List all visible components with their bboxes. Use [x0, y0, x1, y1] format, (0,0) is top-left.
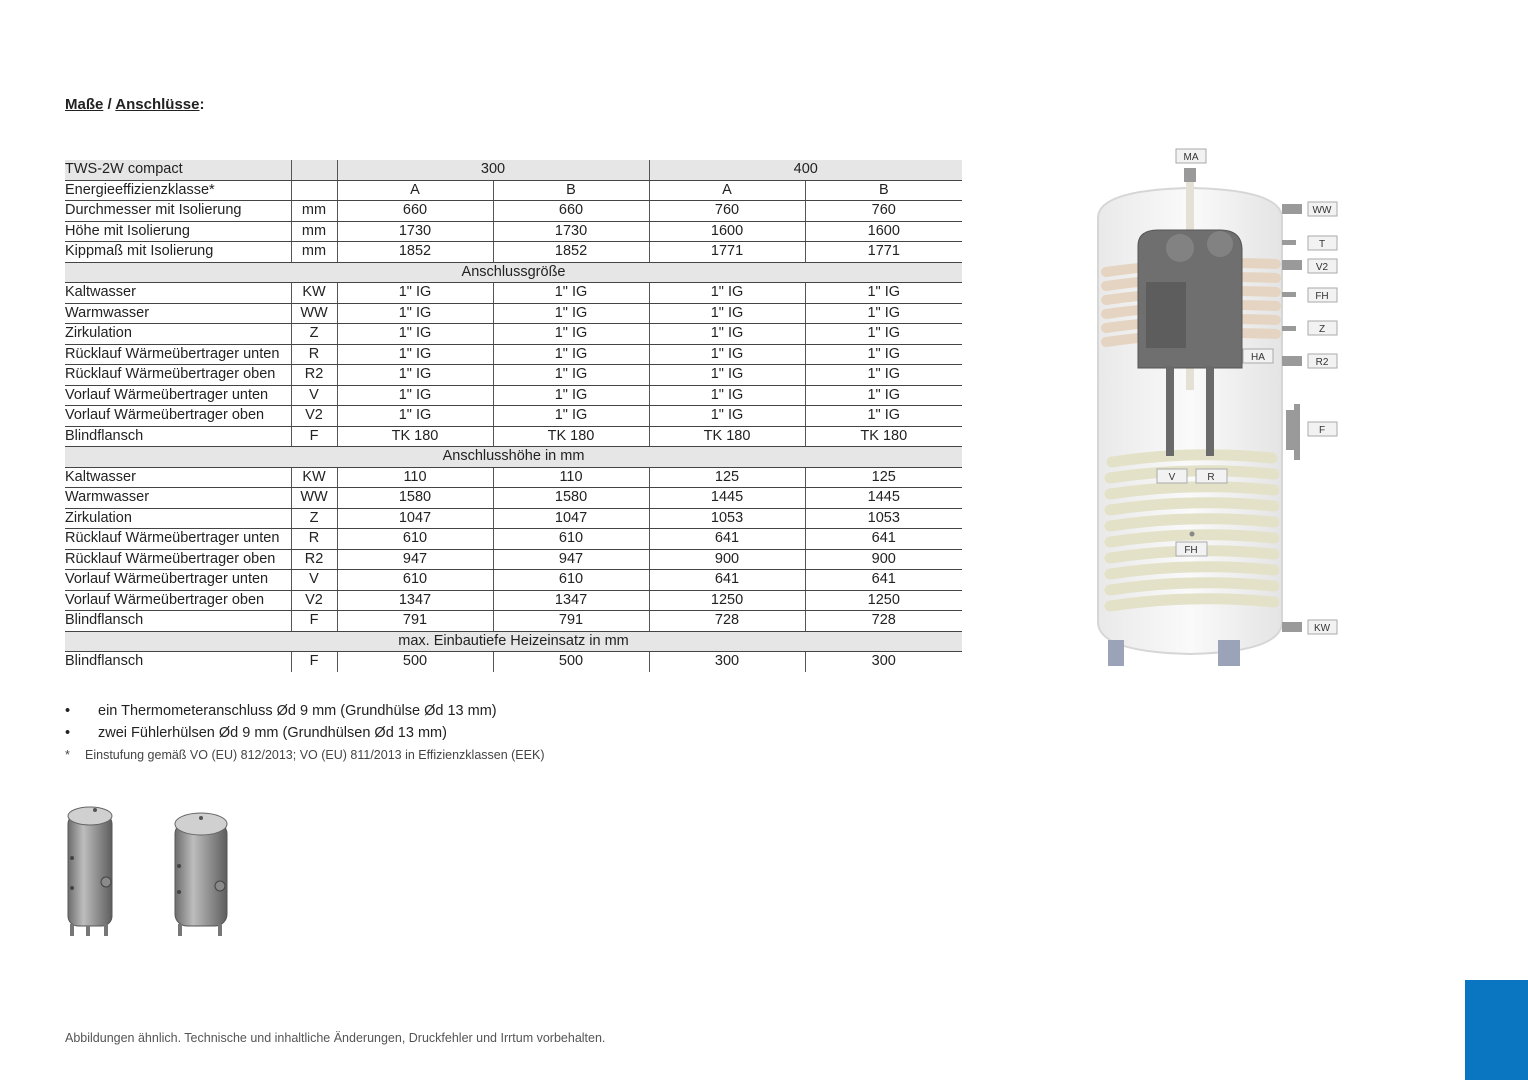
label-ha-text: HA [1251, 352, 1265, 363]
label-v-text: V [1168, 472, 1176, 483]
row-label: Blindflansch [65, 652, 291, 672]
label-t-text: T [1318, 239, 1326, 250]
row-label: Durchmesser mit Isolierung [65, 201, 291, 222]
bullet-icon: • [65, 703, 71, 719]
value-cell: 728 [649, 611, 805, 632]
heading-connections: Anschlüsse [115, 96, 200, 113]
value-cell: 791 [337, 611, 493, 632]
label-v [1157, 469, 1187, 483]
label-r2-text: R2 [1315, 357, 1329, 368]
value-cell: 760 [805, 201, 962, 222]
value-cell: 1250 [805, 590, 962, 611]
energy-class-cell: A [337, 180, 493, 201]
label-r [1196, 469, 1227, 483]
row-label: Höhe mit Isolierung [65, 221, 291, 242]
connection-size-row [65, 344, 962, 365]
section-title: Anschlusshöhe in mm [65, 447, 962, 468]
label-z-text: Z [1318, 324, 1326, 335]
connection-height-row [65, 611, 962, 632]
row-unit: KW [291, 467, 337, 488]
value-cell: 500 [493, 652, 649, 672]
footnote-mark: * [65, 748, 70, 762]
value-cell: 500 [337, 652, 493, 672]
value-cell: 1" IG [337, 283, 493, 304]
row-unit: F [291, 426, 337, 447]
connection-stubs [1282, 204, 1302, 632]
label-fh-right [1308, 288, 1337, 302]
row-unit: mm [291, 242, 337, 263]
connection-height-row [65, 488, 962, 509]
row-label: Vorlauf Wärmeübertrager unten [65, 570, 291, 591]
row-label: Zirkulation [65, 508, 291, 529]
value-cell: 1" IG [649, 283, 805, 304]
spec-table [65, 160, 962, 672]
value-cell: 641 [805, 570, 962, 591]
value-cell: 1852 [337, 242, 493, 263]
row-unit: Z [291, 508, 337, 529]
row-unit: R [291, 344, 337, 365]
label-ww [1308, 202, 1337, 216]
page-heading [65, 96, 205, 113]
connection-size-row [65, 283, 962, 304]
label-r-text: R [1207, 472, 1215, 483]
row-unit: R2 [291, 365, 337, 386]
section-connection-height [65, 447, 962, 468]
row-unit: Z [291, 324, 337, 345]
value-cell: 1580 [337, 488, 493, 509]
row-label: Vorlauf Wärmeübertrager oben [65, 406, 291, 427]
dimension-row [65, 221, 962, 242]
note-item [65, 722, 497, 744]
connection-size-row [65, 406, 962, 427]
label-f-text: F [1318, 425, 1326, 436]
sensor-point-icon [1190, 532, 1195, 537]
label-fh-right-text: FH [1315, 291, 1329, 302]
label-r2 [1308, 354, 1337, 368]
value-cell: 1" IG [337, 385, 493, 406]
unit-header [291, 160, 337, 180]
section-heater-depth [65, 631, 962, 652]
value-cell: 1" IG [337, 344, 493, 365]
row-unit: mm [291, 221, 337, 242]
row-label: Blindflansch [65, 426, 291, 447]
row-unit: F [291, 652, 337, 672]
value-cell: TK 180 [649, 426, 805, 447]
row-unit: R [291, 529, 337, 550]
connection-size-row [65, 324, 962, 345]
brand-accent-block [1465, 980, 1528, 1080]
row-unit: F [291, 611, 337, 632]
value-cell: 1" IG [649, 406, 805, 427]
connection-height-row [65, 590, 962, 611]
label-v2 [1308, 259, 1337, 273]
value-cell: 300 [649, 652, 805, 672]
value-cell: 110 [337, 467, 493, 488]
label-fh-center-text: FH [1184, 545, 1198, 556]
label-z [1308, 321, 1337, 335]
energy-class-label: Energieeffizienzklasse* [65, 180, 291, 201]
energy-class-cell: B [805, 180, 962, 201]
energy-class-unit [291, 180, 337, 201]
value-cell: 660 [493, 201, 649, 222]
value-cell: 1" IG [805, 406, 962, 427]
row-label: Rücklauf Wärmeübertrager oben [65, 365, 291, 386]
value-cell: 1" IG [805, 324, 962, 345]
value-cell: 1" IG [649, 385, 805, 406]
energy-class-row [65, 180, 962, 201]
value-cell: 1" IG [805, 365, 962, 386]
value-cell: 1445 [649, 488, 805, 509]
note-text: ein Thermometeranschluss Ød 9 mm (Grundhülse Ød 13 mm) [98, 703, 497, 719]
value-cell: 1600 [649, 221, 805, 242]
value-cell: 791 [493, 611, 649, 632]
tank-connection-diagram [1080, 140, 1450, 680]
row-label: Kaltwasser [65, 467, 291, 488]
model-label: TWS-2W compact [65, 160, 291, 180]
row-unit: WW [291, 488, 337, 509]
row-unit: V [291, 385, 337, 406]
size-400-header: 400 [649, 160, 962, 180]
label-f [1308, 422, 1337, 436]
value-cell: 1" IG [649, 303, 805, 324]
row-label: Vorlauf Wärmeübertrager unten [65, 385, 291, 406]
section-connection-size [65, 262, 962, 283]
value-cell: 1445 [805, 488, 962, 509]
value-cell: 125 [649, 467, 805, 488]
value-cell: 641 [805, 529, 962, 550]
value-cell: 1" IG [493, 406, 649, 427]
value-cell: 1" IG [805, 344, 962, 365]
connection-height-row [65, 570, 962, 591]
value-cell: 1" IG [805, 303, 962, 324]
row-label: Warmwasser [65, 488, 291, 509]
value-cell: 900 [649, 549, 805, 570]
value-cell: 1" IG [493, 385, 649, 406]
section-title: max. Einbautiefe Heizeinsatz in mm [65, 631, 962, 652]
value-cell: 1347 [337, 590, 493, 611]
table-header-row [65, 160, 962, 180]
value-cell: 610 [493, 529, 649, 550]
value-cell: 641 [649, 529, 805, 550]
row-unit: mm [291, 201, 337, 222]
value-cell: 1047 [337, 508, 493, 529]
row-unit: V2 [291, 406, 337, 427]
value-cell: 1053 [805, 508, 962, 529]
connection-size-row [65, 365, 962, 386]
value-cell: 947 [337, 549, 493, 570]
value-cell: 610 [337, 529, 493, 550]
label-t [1308, 236, 1337, 250]
value-cell: 1" IG [337, 324, 493, 345]
section-title: Anschlussgröße [65, 262, 962, 283]
value-cell: 300 [871, 653, 896, 670]
value-cell: 1" IG [805, 283, 962, 304]
label-ha [1243, 349, 1273, 363]
value-cell: 1" IG [805, 385, 962, 406]
value-cell: TK 180 [337, 426, 493, 447]
value-cell: 1730 [493, 221, 649, 242]
value-cell: 1" IG [337, 365, 493, 386]
heading-dimensions: Maße [65, 96, 104, 113]
label-ma-text: MA [1183, 152, 1199, 163]
connection-height-row [65, 508, 962, 529]
value-cell: 660 [337, 201, 493, 222]
row-label: Kippmaß mit Isolierung [65, 242, 291, 263]
value-cell: 728 [805, 611, 962, 632]
size-300-header: 300 [337, 160, 649, 180]
value-cell: 1" IG [337, 406, 493, 427]
energy-class-cell: A [649, 180, 805, 201]
row-unit: V [291, 570, 337, 591]
row-unit: R2 [291, 549, 337, 570]
connection-size-row [65, 426, 962, 447]
energy-class-cell: B [493, 180, 649, 201]
value-cell: 900 [805, 549, 962, 570]
value-cell: 1" IG [649, 344, 805, 365]
row-unit: V2 [291, 590, 337, 611]
row-label: Rücklauf Wärmeübertrager unten [65, 529, 291, 550]
value-cell: 947 [493, 549, 649, 570]
disclaimer: Abbildungen ähnlich. Technische und inhaltliche Änderungen, Druckfehler und Irrtum vorbehalten. [65, 1031, 606, 1045]
notes-list [65, 700, 497, 744]
heading-colon: : [199, 96, 205, 113]
label-ww-text: WW [1312, 205, 1332, 216]
footnote [65, 748, 545, 762]
heater-depth-row [65, 652, 962, 672]
label-kw-text: KW [1313, 623, 1331, 634]
label-v2-text: V2 [1315, 262, 1329, 273]
row-label: Rücklauf Wärmeübertrager oben [65, 549, 291, 570]
bullet-icon: • [65, 725, 71, 741]
row-label: Vorlauf Wärmeübertrager oben [65, 590, 291, 611]
row-label: Zirkulation [65, 324, 291, 345]
value-cell: TK 180 [493, 426, 649, 447]
connection-size-row [65, 385, 962, 406]
connection-size-row [65, 303, 962, 324]
value-cell: 1" IG [649, 324, 805, 345]
value-cell: 125 [805, 467, 962, 488]
row-unit: KW [291, 283, 337, 304]
connection-height-row [65, 467, 962, 488]
value-cell: 1347 [493, 590, 649, 611]
value-cell: 1580 [493, 488, 649, 509]
label-ma [1176, 149, 1206, 163]
value-cell: 110 [493, 467, 649, 488]
row-label: Kaltwasser [65, 283, 291, 304]
value-cell: 641 [649, 570, 805, 591]
value-cell: 1" IG [493, 344, 649, 365]
value-cell: 610 [493, 570, 649, 591]
value-cell: 1047 [493, 508, 649, 529]
tank-thumbnail-300 [62, 800, 122, 942]
value-cell: 1" IG [649, 365, 805, 386]
value-cell: TK 180 [805, 426, 962, 447]
value-cell: 1250 [649, 590, 805, 611]
note-text: zwei Fühlerhülsen Ød 9 mm (Grundhülsen Ød 13 mm) [98, 725, 447, 741]
value-cell: 610 [337, 570, 493, 591]
dimension-row [65, 242, 962, 263]
value-cell: 1600 [805, 221, 962, 242]
value-cell: 1" IG [493, 324, 649, 345]
value-cell: 1852 [493, 242, 649, 263]
row-label: Blindflansch [65, 611, 291, 632]
value-cell: 1" IG [493, 365, 649, 386]
connection-height-row [65, 529, 962, 550]
value-cell: 1" IG [493, 283, 649, 304]
heading-separator: / [103, 96, 116, 113]
connection-height-row [65, 549, 962, 570]
tank-thumbnail-400 [170, 806, 232, 942]
row-unit: WW [291, 303, 337, 324]
value-cell: 1730 [337, 221, 493, 242]
label-fh-center [1176, 542, 1207, 556]
value-cell: 1053 [649, 508, 805, 529]
value-cell: 760 [649, 201, 805, 222]
note-item [65, 700, 497, 722]
footnote-text: Einstufung gemäß VO (EU) 812/2013; VO (EU) 811/2013 in Effizienzklassen (EEK) [85, 748, 545, 762]
dimension-row [65, 201, 962, 222]
value-cell: 1771 [805, 242, 962, 263]
value-cell: 1" IG [493, 303, 649, 324]
value-cell: 1771 [649, 242, 805, 263]
value-cell: 1" IG [337, 303, 493, 324]
label-kw [1308, 620, 1337, 634]
row-label: Rücklauf Wärmeübertrager unten [65, 344, 291, 365]
row-label: Warmwasser [65, 303, 291, 324]
